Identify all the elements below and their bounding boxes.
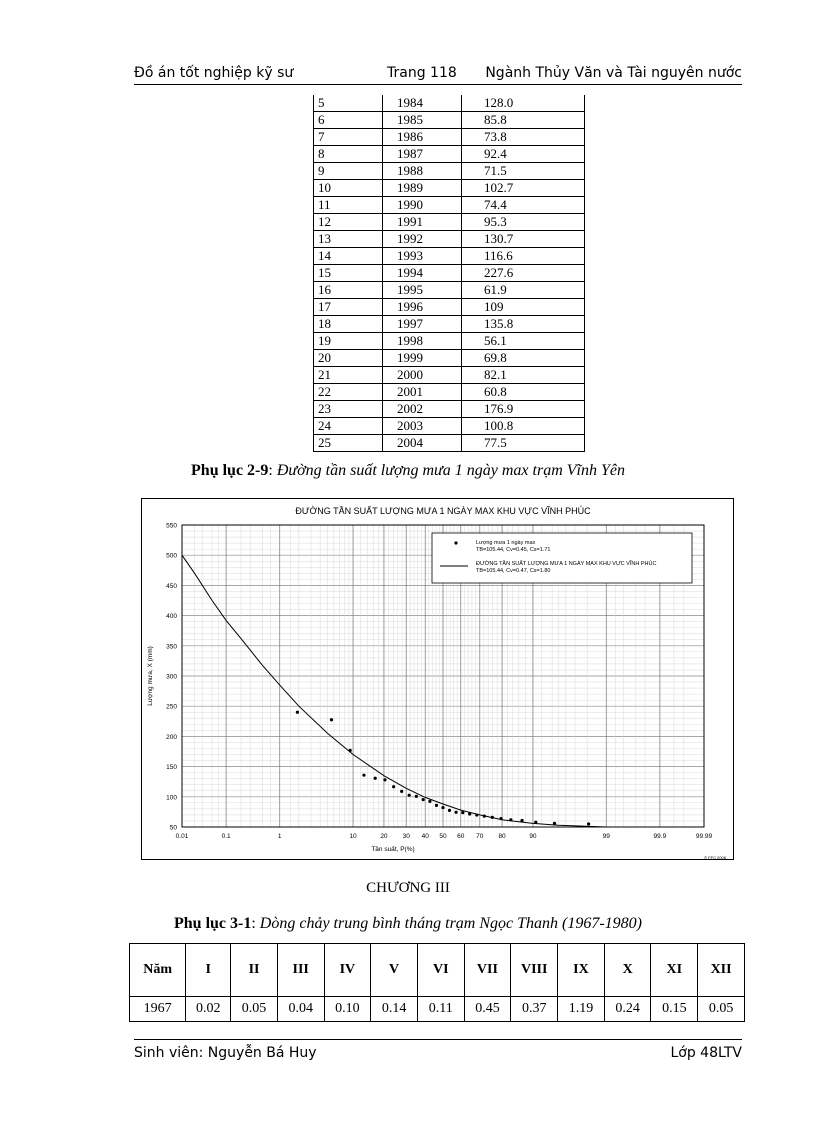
table-row <box>314 435 585 452</box>
data-point <box>383 778 386 781</box>
row-index: 10 <box>314 180 383 197</box>
table-row <box>130 997 745 1022</box>
row-value: 130.7 <box>462 231 585 248</box>
x-tick-label: 10 <box>349 833 357 840</box>
column-header: IV <box>324 944 371 997</box>
data-point <box>392 785 395 788</box>
row-index: 5 <box>314 95 383 112</box>
table-row <box>314 333 585 350</box>
table-cell: 0.05 <box>698 997 745 1022</box>
y-tick-label: 300 <box>166 673 177 681</box>
row-index: 22 <box>314 384 383 401</box>
data-point <box>448 809 451 812</box>
column-header: VI <box>417 944 464 997</box>
row-value: 128.0 <box>462 95 585 112</box>
table-row <box>314 350 585 367</box>
data-point <box>374 777 377 780</box>
column-header: IX <box>558 944 605 997</box>
table-caption-sep: : <box>251 915 260 932</box>
row-year: 1998 <box>383 333 462 350</box>
column-header: X <box>604 944 651 997</box>
row-value: 176.9 <box>462 401 585 418</box>
row-year: 1992 <box>383 231 462 248</box>
data-point <box>499 817 502 820</box>
row-value: 82.1 <box>462 367 585 384</box>
x-tick-label: 50 <box>439 833 447 840</box>
x-tick-label: 0.1 <box>221 833 231 840</box>
row-index: 13 <box>314 231 383 248</box>
x-tick-label: 70 <box>476 833 484 840</box>
data-point <box>587 822 590 825</box>
data-point <box>468 812 471 815</box>
data-point <box>400 790 403 793</box>
row-value: 71.5 <box>462 163 585 180</box>
data-point <box>330 718 333 721</box>
data-point <box>509 818 512 821</box>
table-row <box>314 112 585 129</box>
frequency-chart-frame <box>141 498 734 860</box>
row-index: 14 <box>314 248 383 265</box>
row-year: 1996 <box>383 299 462 316</box>
monthly-flow-table <box>129 943 745 1022</box>
y-tick-label: 200 <box>166 733 177 741</box>
table-row <box>314 248 585 265</box>
chapter-title: CHƯƠNG III <box>366 880 450 896</box>
x-tick-label: 90 <box>529 833 537 840</box>
row-value: 69.8 <box>462 350 585 367</box>
column-header: XII <box>698 944 745 997</box>
y-tick-label: 400 <box>166 613 177 621</box>
row-year: 1984 <box>383 95 462 112</box>
row-value: 60.8 <box>462 384 585 401</box>
data-point <box>454 811 457 814</box>
row-value: 100.8 <box>462 418 585 435</box>
row-value: 102.7 <box>462 180 585 197</box>
data-point <box>422 798 425 801</box>
header-left: Đồ án tốt nghiệp kỹ sư <box>134 65 294 81</box>
row-index: 20 <box>314 350 383 367</box>
data-point <box>415 795 418 798</box>
row-value: 227.6 <box>462 265 585 282</box>
row-index: 7 <box>314 129 383 146</box>
table-row <box>314 299 585 316</box>
legend-curve-label: ĐƯỜNG TẦN SUẤT LƯỢNG MƯA 1 NGÀY MAX KHU VỰC VĨNH PHÚC <box>476 561 657 567</box>
row-index: 12 <box>314 214 383 231</box>
row-index: 6 <box>314 112 383 129</box>
row-year: 1999 <box>383 350 462 367</box>
data-point <box>362 774 365 777</box>
table-cell: 0.10 <box>324 997 371 1022</box>
table-row <box>314 384 585 401</box>
row-value: 77.5 <box>462 435 585 452</box>
y-tick-label: 450 <box>166 582 177 590</box>
page-header <box>134 64 742 85</box>
column-header: V <box>371 944 418 997</box>
row-index: 11 <box>314 197 383 214</box>
row-value: 135.8 <box>462 316 585 333</box>
table-caption-label: Phụ lục 3-1 <box>174 915 252 932</box>
x-tick-label: 80 <box>498 833 506 840</box>
footer-left: Sinh viên: Nguyễn Bá Huy <box>134 1045 317 1061</box>
data-point <box>441 806 444 809</box>
row-year: 2001 <box>383 384 462 401</box>
column-header: II <box>231 944 278 997</box>
row-year: 1990 <box>383 197 462 214</box>
frequency-chart <box>142 499 733 859</box>
x-tick-label: 30 <box>402 833 410 840</box>
row-year: 1987 <box>383 146 462 163</box>
row-value: 74.4 <box>462 197 585 214</box>
data-point <box>553 822 556 825</box>
row-value: 116.6 <box>462 248 585 265</box>
table-cell: 0.14 <box>371 997 418 1022</box>
row-index: 24 <box>314 418 383 435</box>
row-value: 56.1 <box>462 333 585 350</box>
data-point <box>428 800 431 803</box>
page-footer <box>134 1039 742 1061</box>
row-value: 95.3 <box>462 214 585 231</box>
table-row <box>314 282 585 299</box>
legend-points-label: Lượng mưa 1 ngày max <box>476 540 536 546</box>
table-row <box>314 214 585 231</box>
table-cell: 0.45 <box>464 997 511 1022</box>
x-tick-label: 1 <box>277 833 282 840</box>
row-year: 1989 <box>383 180 462 197</box>
x-axis-label: Tần suất, P(%) <box>371 846 415 853</box>
row-index: 25 <box>314 435 383 452</box>
row-index: 19 <box>314 333 383 350</box>
header-row <box>130 944 745 997</box>
data-point <box>435 804 438 807</box>
row-year: 2004 <box>383 435 462 452</box>
chart-caption-label: Phụ lục 2-9 <box>191 462 269 479</box>
chart-title: ĐƯỜNG TẦN SUẤT LƯỢNG MƯA 1 NGÀY MAX KHU VỰC VĨNH PHÚC <box>295 506 591 516</box>
row-index: 15 <box>314 265 383 282</box>
copyright-label: © FFC 2008 <box>704 855 726 859</box>
x-tick-label: 20 <box>380 833 388 840</box>
table-row <box>314 401 585 418</box>
legend-points-stats: TB=105.44, Cv=0.45, Cs=1.71 <box>476 547 551 553</box>
table-cell: 1967 <box>130 997 186 1022</box>
y-tick-label: 350 <box>166 643 177 651</box>
y-axis-label: Lượng mưa, X (mm) <box>147 646 154 706</box>
column-header: VIII <box>511 944 558 997</box>
table-cell: 1.19 <box>558 997 605 1022</box>
row-value: 109 <box>462 299 585 316</box>
row-value: 85.8 <box>462 112 585 129</box>
legend-point-marker <box>454 541 457 544</box>
table-caption <box>0 915 816 933</box>
chart-caption-text: Đường tần suất lượng mưa 1 ngày max trạm Vĩnh Yên <box>276 462 625 479</box>
data-point <box>461 811 464 814</box>
table-row <box>314 129 585 146</box>
data-point <box>491 816 494 819</box>
table-cell: 0.11 <box>417 997 464 1022</box>
row-value: 73.8 <box>462 129 585 146</box>
row-year: 2002 <box>383 401 462 418</box>
table-row <box>314 231 585 248</box>
table-cell: 0.24 <box>604 997 651 1022</box>
x-tick-label: 99 <box>602 833 610 840</box>
row-year: 1993 <box>383 248 462 265</box>
x-tick-label: 0.01 <box>175 833 189 840</box>
row-year: 1991 <box>383 214 462 231</box>
row-year: 1997 <box>383 316 462 333</box>
row-index: 17 <box>314 299 383 316</box>
legend-curve-stats: TB=105.44, Cv=0.47, Cs=1.80 <box>476 568 551 574</box>
data-point <box>520 819 523 822</box>
column-header: XI <box>651 944 698 997</box>
chart-caption-sep: : <box>268 462 277 479</box>
row-year: 2003 <box>383 418 462 435</box>
y-tick-label: 250 <box>166 703 177 711</box>
table-row <box>314 418 585 435</box>
footer-right: Lớp 48LTV <box>670 1045 742 1061</box>
table-row <box>314 265 585 282</box>
table-row <box>314 316 585 333</box>
x-tick-label: 60 <box>457 833 465 840</box>
header-page: Trang 118 <box>387 65 457 81</box>
row-index: 8 <box>314 146 383 163</box>
legend-box <box>432 533 692 583</box>
data-point <box>534 821 537 824</box>
table-row <box>314 163 585 180</box>
column-header: Năm <box>130 944 186 997</box>
data-point <box>408 794 411 797</box>
rainfall-table <box>313 95 585 452</box>
table-row <box>314 180 585 197</box>
table-row <box>314 367 585 384</box>
row-year: 1986 <box>383 129 462 146</box>
row-year: 2000 <box>383 367 462 384</box>
table-row <box>314 146 585 163</box>
y-tick-label: 50 <box>169 824 177 832</box>
row-year: 1985 <box>383 112 462 129</box>
chart-caption <box>0 462 816 480</box>
row-year: 1995 <box>383 282 462 299</box>
data-point <box>483 815 486 818</box>
header-right: Ngành Thủy Văn và Tài nguyên nước <box>485 65 742 81</box>
row-value: 92.4 <box>462 146 585 163</box>
table-cell: 0.15 <box>651 997 698 1022</box>
x-tick-label: 40 <box>421 833 429 840</box>
y-tick-label: 100 <box>166 794 177 802</box>
data-point <box>349 749 352 752</box>
row-index: 9 <box>314 163 383 180</box>
table-caption-text: Dòng chảy trung bình tháng trạm Ngọc Thanh (1967-1980) <box>259 915 642 932</box>
row-index: 18 <box>314 316 383 333</box>
row-index: 16 <box>314 282 383 299</box>
table-cell: 0.05 <box>231 997 278 1022</box>
x-tick-label: 99.9 <box>653 833 667 840</box>
table-row <box>314 197 585 214</box>
row-year: 1994 <box>383 265 462 282</box>
row-index: 23 <box>314 401 383 418</box>
y-tick-label: 150 <box>166 764 177 772</box>
table-cell: 0.37 <box>511 997 558 1022</box>
y-tick-label: 550 <box>166 522 177 530</box>
x-tick-label: 99.99 <box>695 833 713 840</box>
column-header: VII <box>464 944 511 997</box>
row-index: 21 <box>314 367 383 384</box>
y-tick-label: 500 <box>166 552 177 560</box>
table-cell: 0.04 <box>277 997 324 1022</box>
row-value: 61.9 <box>462 282 585 299</box>
column-header: I <box>186 944 231 997</box>
table-cell: 0.02 <box>186 997 231 1022</box>
data-point <box>296 711 299 714</box>
table-row <box>314 95 585 112</box>
column-header: III <box>277 944 324 997</box>
row-year: 1988 <box>383 163 462 180</box>
data-point <box>475 813 478 816</box>
